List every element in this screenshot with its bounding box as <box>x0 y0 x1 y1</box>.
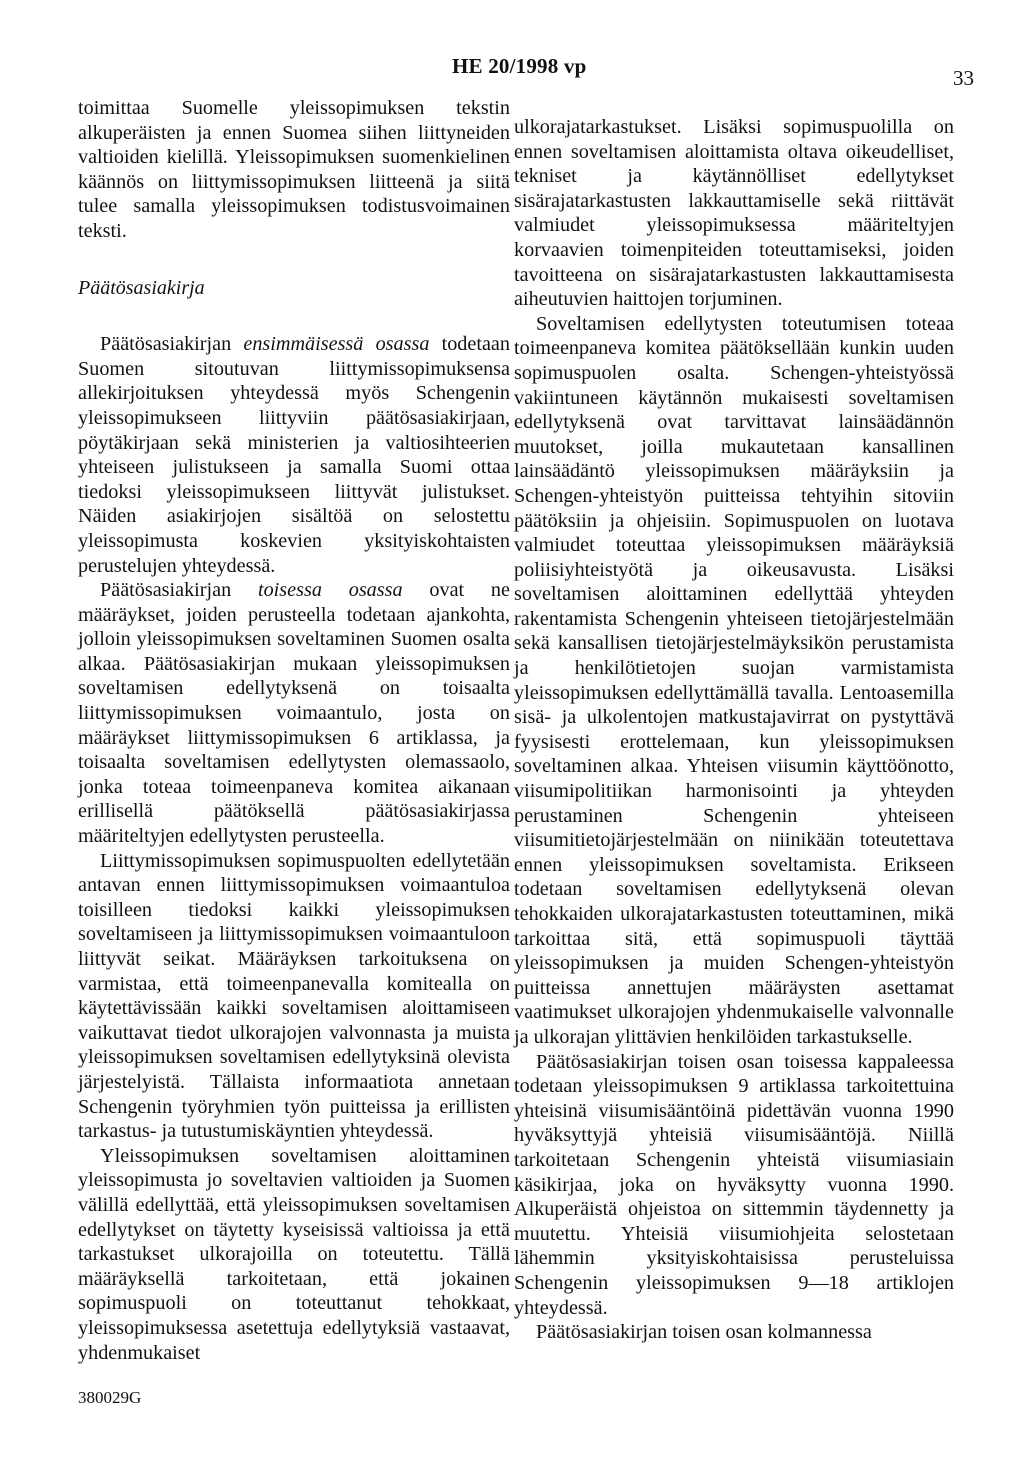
left-paragraph-2-rest: todetaan Suomen sitoutuvan liittymissopimuksensa allekirjoituksen yhteydessä myös Schengenin yleissopimukseen liittyviin päätösasiakirjaan, pöytäkirjaan sekä ministerien ja valtiosihteerien yhteiseen julistukseen ja samalla Suomi ottaa tiedoksi yleissopimukseen liittyvät julistukset. Näiden asiakirjojen sisältöä on selostettu yleissopimusta koskevien yksityiskohtaisten perustelujen yhteydessä. <box>78 333 510 577</box>
left-paragraph-2 <box>78 332 510 578</box>
left-paragraph-2-start: Päätösasiakirjan <box>100 333 244 356</box>
right-column <box>514 115 954 1345</box>
right-paragraph-3: Päätösasiakirjan toisen osan toisessa kappaleessa todetaan yleissopimuksen 9 artiklassa tarkoitettuina yhteisinä viisumisääntöinä pidettävän vuonna 1990 hyväksyttyjä yhteisiä viisumisääntöjä. Niillä tarkoitetaan Schengenin yhteistä viisumiasiain käsikirjaa, joka on hyväksytty vuonna 1990. Alkuperäistä ohjeistoa on sittemmin täydennetty ja muutettu. Yhteisiä viisumiohjeita selostetaan lähemmin yksityiskohtaisissa perusteluissa Schengenin yleissopimuksen 9—18 artiklojen yhteydessä. <box>514 1050 954 1319</box>
right-paragraph-4: Päätösasiakirjan toisen osan kolmannessa <box>536 1321 872 1344</box>
right-paragraph-2: Soveltamisen edellytysten toteutumisen toteaa toimeenpaneva komitea päätöksellään kunkin uuden sopimuspuolen osalta. Schengen-yhteistyössä vakiintuneen käytännön mukaisesti soveltamisen edellytyksenä ovat tarvittavat lainsäädännön muutokset, joilla mukautetaan kansallinen lainsäädäntö yleissopimuksen määräyksiin ja Schengen-yhteistyön puitteissa tehtyihin sitoviin päätöksiin ja ohjeisiin. Sopimuspuolen on luotava valmiudet toteuttaa yleissopimuksen määräyksiä poliisiyhteistyötä ja oikeusavusta. Lisäksi soveltamisen aloittaminen edellyttää yhteyden rakentamista Schengenin yhteiseen tietojärjestelmään sekä kansallisen tietojärjestelmäyksikön perustamista ja henkilötietojen suojan varmistamista yleissopimuksen edellyttämällä tavalla. Lentoasemilla sisä- ja ulkolentojen matkustajavirrat on pystyttävä fyysisesti erottelemaan, kun yleissopimuksen soveltaminen alkaa. Yhteisen viisumin käyttöönotto, viisumipolitiikan harmonisointi ja yhteyden perustaminen Schengenin yhteiseen viisumitietojärjestelmään on niinikään toteutettava ennen yleissopimuksen soveltamista. Erikseen todetaan soveltamisen edellytyksenä olevan tehokkaiden ulkorajatarkastusten toteuttaminen, mikä tarkoittaa sitä, että sopimuspuoli täyttää yleissopimuksen ja muiden Schengen-yhteistyön puitteissa annettujen määräysten asettamat vaatimukset ulkorajojen yhdenmukaiselle valvonnalle ja ulkorajan ylittävien henkilöiden tarkastukselle. <box>514 312 954 1048</box>
left-paragraph-2-emphasis: ensimmäisessä osassa <box>243 333 430 356</box>
section-heading: Päätösasiakirja <box>78 276 205 299</box>
left-paragraph-4: Liittymissopimuksen sopimuspuolten edellytetään antavan ennen liittymissopimuksen voimaantuloa toisilleen tiedoksi kaikki yleissopimuksen soveltamiseen ja liittymissopimuksen voimaantuloon liittyvät seikat. Määräyksen tarkoituksena on varmistaa, että toimeenpanevalla komitealla on käytettävissään kaikki soveltamisen aloittamiseen vaikuttavat tiedot ulkorajojen valvonnasta ja muista yleissopimuksen soveltamisen edellytyksinä olevista järjestelyistä. Tällaista informaatiota annetaan Schengenin työryhmien työn puitteissa ja erillisten tarkastus- ja tutustumiskäyntien yhteydessä. <box>78 849 510 1143</box>
left-column <box>78 96 510 1365</box>
footer-print-code: 380029G <box>78 1388 142 1407</box>
left-paragraph-1: toimittaa Suomelle yleissopimuksen tekstin alkuperäisten ja ennen Suomea siihen liittyneiden valtioiden kielillä. Yleissopimuksen suomenkielinen käännös on liittymissopimuksen liitteenä ja siitä tulee samalla yleissopimuksen todistusvoimainen teksti. <box>78 97 510 242</box>
left-paragraph-5: Yleissopimuksen soveltamisen aloittaminen yleissopimusta jo soveltavien valtioiden ja Suomen välillä edellyttää, että yleissopimuksen soveltamisen edellytykset on täytetty kyseisissä valtioissa ja että tarkastukset ulkorajoilla on toteutettu. Tällä määräyksellä tarkoitetaan, että jokainen sopimuspuoli on toteuttanut tehokkaat, yleissopimuksessa asetettuja edellytyksiä vastaavat, yhdenmukaiset <box>78 1144 510 1364</box>
right-paragraph-1: ulkorajatarkastukset. Lisäksi sopimuspuolilla on ennen soveltamisen aloittamista oltava oikeudelliset, tekniset ja käytännölliset edellytykset sisärajatarkastusten lakkauttamiselle sekä riittävät valmiudet yleissopimuksessa määriteltyjen korvaavien toimenpiteiden toteuttamiseksi, joiden tavoitteena on sisärajatarkastusten lakkauttamisesta aiheutuvien haittojen torjuminen. <box>514 116 954 311</box>
left-paragraph-3-emphasis: toisessa osassa <box>257 579 403 602</box>
left-paragraph-3 <box>78 578 510 849</box>
left-paragraph-3-start: Päätösasiakirjan <box>100 579 258 602</box>
document-header-title: HE 20/1998 vp <box>452 54 587 78</box>
page-number: 33 <box>953 66 974 90</box>
left-paragraph-3-rest: ovat ne määräykset, joiden perusteella todetaan ajankohta, jolloin yleissopimuksen soveltaminen Suomen osalta alkaa. Päätösasiakirjan mukaan yleissopimuksen soveltamisen edellytyksenä on toisaalta liittymissopimuksen voimaantulo, josta on määräykset liittymissopimuksen 6 artiklassa, ja toisaalta soveltamisen edellytysten olemassaolo, jonka toteaa toimeenpaneva komitea aikanaan erillisellä päätöksellä päätösasiakirjassa määriteltyjen edellytysten perusteella. <box>78 579 510 848</box>
